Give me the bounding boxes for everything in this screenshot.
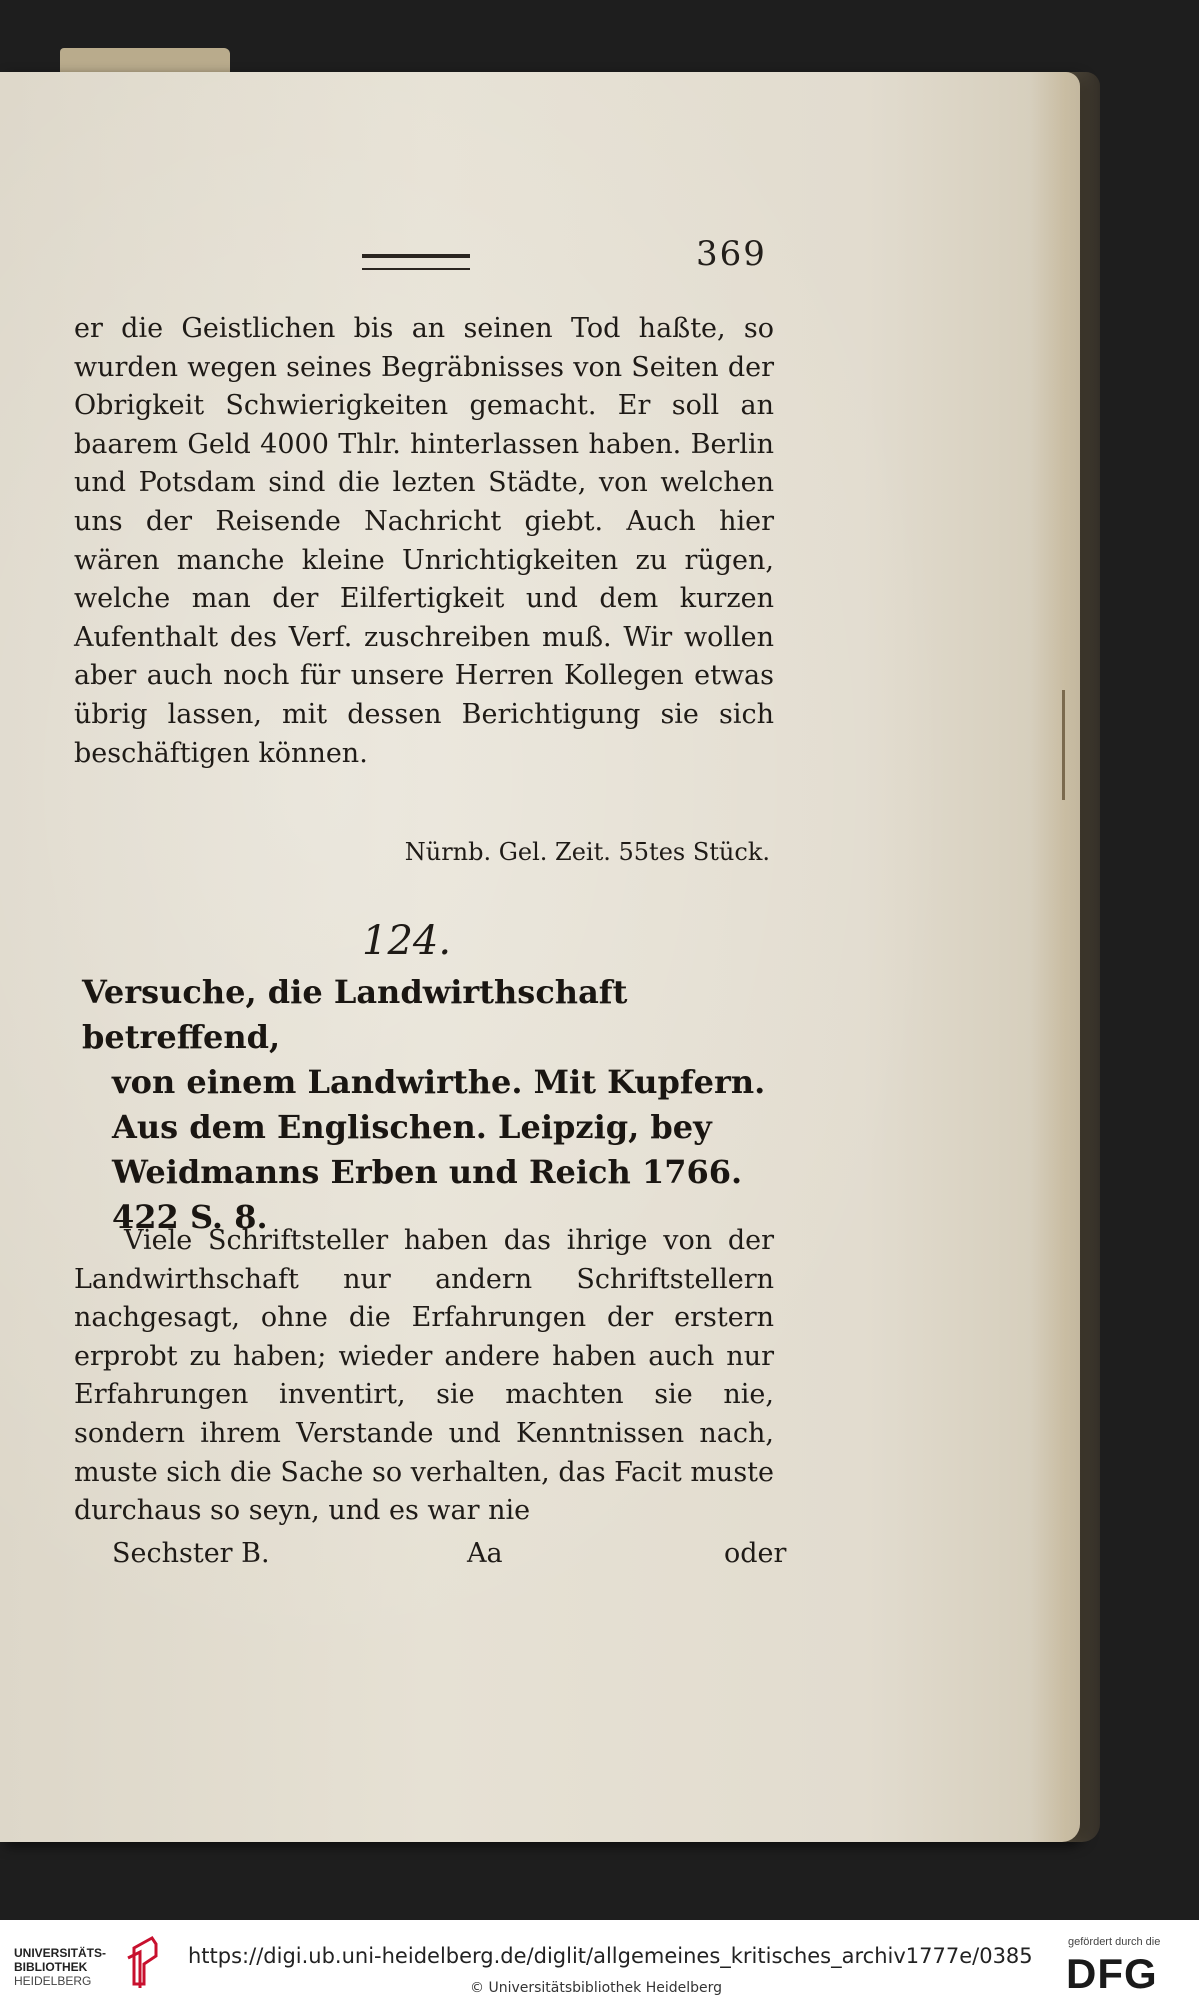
library-logo[interactable]: UNIVERSITÄTS- BIBLIOTHEK HEIDELBERG: [14, 1946, 107, 1988]
copyright-notice: © Universitätsbibliothek Heidelberg: [470, 1980, 723, 1996]
funding-label: gefördert durch die: [1068, 1936, 1161, 1948]
page-edge: [1030, 72, 1100, 1842]
sheet-mark: Aa: [467, 1538, 503, 1569]
heading-rest: von einem Landwirthe. Mit Kupfern. Aus dem Englischen. Leipzig, bey Weidmanns Erben und Reich 1766. 422 S. 8.: [112, 1063, 766, 1236]
review-paragraph: [74, 1222, 774, 1531]
paragraph-text: Viele Schriftsteller haben das ihrige von der Landwirthschaft nur andern Schriftstellern nachgesagt, ohne die Erfahrungen der erstern erprobt zu haben; wieder andere haben auch nur Erfahrungen inventirt, sie machten sie nie, sondern ihrem Verstande und Kenntnissen nach, muste sich die Sache so verhalten, das Facit muste durchaus so seyn, und es war nie: [74, 1225, 775, 1527]
source-citation: Nürnb. Gel. Zeit. 55tes Stück.: [404, 838, 770, 866]
library-emblem-icon: [122, 1934, 166, 1990]
page-footer: [112, 1538, 792, 1578]
dfg-logo[interactable]: DFG: [1066, 1950, 1158, 1997]
paragraph-continuation: [74, 310, 774, 773]
entry-heading: [82, 970, 777, 1240]
header-rule: [362, 254, 470, 270]
signature-mark: Sechster B.: [112, 1538, 270, 1569]
entry-number: 124.: [362, 918, 452, 964]
page-number: 369: [696, 234, 767, 274]
permalink-url[interactable]: https://digi.ub.uni-heidelberg.de/diglit/allgemeines_kritisches_archiv1777e/0385: [188, 1944, 1033, 1968]
heading-line-1: Versuche, die Landwirthschaft betreffend,: [82, 973, 628, 1056]
paragraph-text: er die Geistlichen bis an seinen Tod haßte, so wurden wegen seines Begräbnisses von Seiten der Obrigkeit Schwierigkeiten gemacht. Er soll an baarem Geld 4000 Thlr. hinterlassen haben. Berlin und Potsdam sind die lezten Städte, von welchen uns der Reisende Nachricht giebt. Auch hier wären manche kleine Unrichtigkeiten zu rügen, welche man der Eilfertigkeit und dem kurzen Aufenthalt des Verf. zuschreiben muß. Wir wollen aber auch noch für unsere Herren Kollegen etwas übrig lassen, mit dessen Berichtigung sie sich beschäftigen können.: [74, 313, 774, 769]
catchword: oder: [724, 1538, 787, 1569]
fold-mark: [1062, 690, 1065, 800]
